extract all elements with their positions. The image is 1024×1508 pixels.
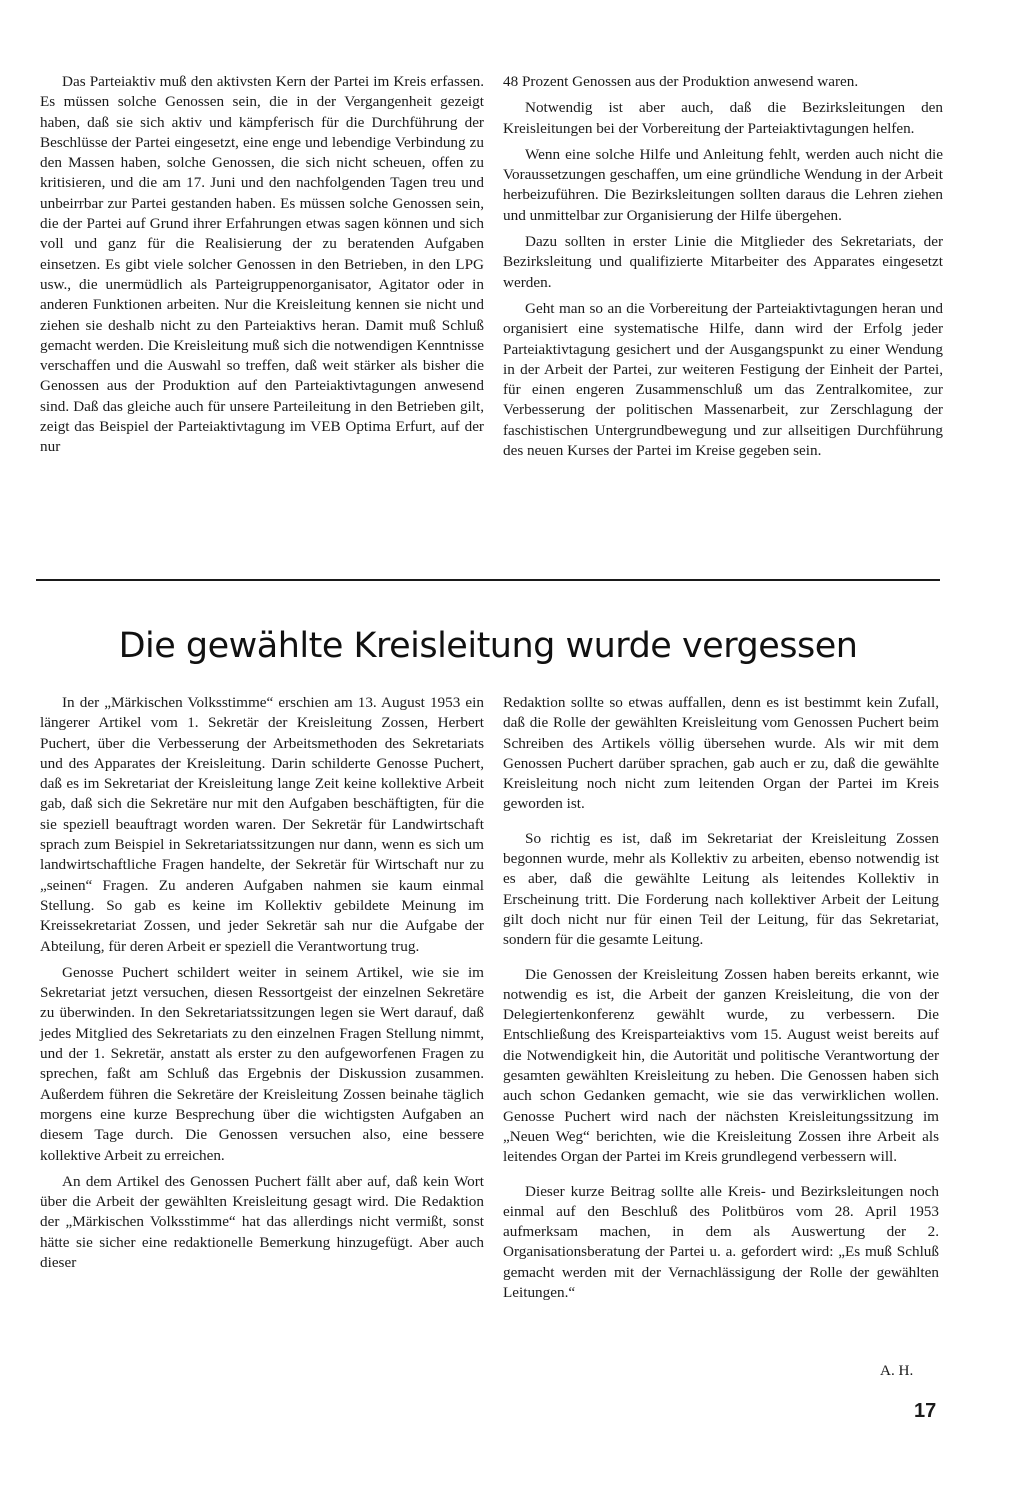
- author-signature: A. H.: [880, 1362, 914, 1379]
- paragraph: Das Parteiaktiv muß den aktivsten Kern der Partei im Kreis erfassen. Es müssen solche Genossen sein, die in der Vergangenheit gezeigt haben, daß sie sich aktiv und kämpferisch für die Durchführung der Beschlüsse der Partei eingesetzt, eine enge und lebendige Verbindung zu den Massen haben, solche Genossen, die sich nicht scheuen, offen zu kritisieren, und die am 17. Juni und den nachfolgenden Tagen treu und unbeirrbar zur Partei gestanden haben. Es müssen solche Genossen sein, die der Partei auf Grund ihrer Erfahrungen etwas sagen können und sich voll und ganz für die Realisierung der zu beratenden Aufgaben einsetzen. Es gibt viele solcher Genossen in den Betrieben, in den LPG usw., die unermüdlich als Parteigruppenorganisator, Agitator oder in anderen Funktionen arbeiten. Nur die Kreisleitung kennen sie nicht und ziehen sie deshalb nicht zu den Parteiaktivs heran. Damit muß Schluß gemacht werden. Die Kreisleitung muß sich die notwendigen Kenntnisse verschaffen und die Auswahl so treffen, daß weit stärker als bisher die Genossen aus der Produktion auf den Parteiaktivtagungen anwesend sind. Daß das gleiche auch für unsere Parteileitung in den Betrieben gilt, zeigt das Beispiel der Parteiaktivtagung im VEB Optima Erfurt, auf der nur: [40, 73, 484, 456]
- top-right-column: [503, 72, 943, 467]
- paragraph: So richtig es ist, daß im Sekretariat der Kreisleitung Zossen begonnen wurde, mehr als Kollektiv zu arbeiten, ebenso notwendig ist es aber, daß die gewählte Leitung als leitendes Kollektiv in Erscheinung tritt. Die Forderung nach kollektiver Arbeit der Leitung gilt doch nicht nur für einen Teil der Leitung, für das Sekretariat, sondern für die gesamte Leitung.: [503, 829, 939, 949]
- page-number: 17: [914, 1400, 937, 1422]
- paragraph: Geht man so an die Vorbereitung der Parteiaktivtagungen heran und organisiert eine systematische Hilfe, dann wird der Erfolg jeder Parteiaktivtagung gesichert und der Ausgangspunkt zu einer Wendung in der Arbeit der Partei, zur weiteren Festigung der Einheit der Partei, für einen engeren Zusammenschluß um das Zentralkomitee, zur Verbesserung der politischen Massenarbeit, zur Zerschlagung der faschistischen Untergrundbewegung und zur allseitigen Durchführung des neuen Kurses der Partei im Kreise gegeben sein.: [503, 299, 943, 460]
- section-divider: [36, 579, 940, 581]
- article-left-column: [40, 693, 484, 1279]
- paragraph: Die Genossen der Kreisleitung Zossen haben bereits erkannt, wie notwendig es ist, die Arbeit der ganzen Kreisleitung, die von der Delegiertenkonferenz gewählt wurde, zu verbessern. Die Entschließung des Kreisparteiaktivs vom 15. August weist bereits auf die Notwendigkeit hin, die Autorität und politische Verantwortung der gesamten gewählten Kreisleitung zu heben. Die Genossen haben sich auch schon Gedanken gemacht, wie sie das verwirklichen wollen. Genosse Puchert wird nach der nächsten Kreisleitungssitzung im „Neuen Weg“ berichten, wie die Kreisleitung Zossen ihre Arbeit als leitendes Organ der Partei im Kreis grundlegend verbessern will.: [503, 965, 939, 1166]
- paragraph: An dem Artikel des Genossen Puchert fällt aber auf, daß kein Wort über die Arbeit der gewählten Kreisleitung gesagt wird. Die Redaktion der „Märkischen Volksstimme“ hat das allerdings nicht vermißt, sonst hätte sie sicher eine redaktionelle Bemerkung hinzugefügt. Aber auch dieser: [40, 1172, 484, 1272]
- paragraph-continuation: Redaktion sollte so etwas auffallen, denn es ist bestimmt kein Zufall, daß die Rolle der gewählten Kreisleitung vom Genossen Puchert beim Schreiben des Artikels völlig übersehen wurde. Als wir mit dem Genossen Puchert darüber sprachen, gab auch er zu, daß die gewählte Kreisleitung noch nicht zum leitenden Organ der Partei im Kreis geworden ist.: [503, 694, 939, 813]
- paragraph: In der „Märkischen Volksstimme“ erschien am 13. August 1953 ein längerer Artikel vom 1. Sekretär der Kreisleitung Zossen, Herbert Puchert, über die Verbesserung der Arbeitsmethoden des Sekretariats und des Apparates der Kreisleitung. Darin schilderte Genosse Puchert, daß es im Sekretariat der Kreisleitung lange Zeit keine kollektive Arbeit gab, daß sich die Sekretäre nur mit den Aufgaben beschäftigten, für die sie speziell beauftragt worden waren. Der Sekretär für Landwirtschaft sprach zum Beispiel in Sekretariatssitzungen nur dann, wenn es sich um landwirtschaftliche Fragen handelte, der Sekretär für Wirtschaft nur zu „seinen“ Fragen. Zu anderen Aufgaben nahmen sie kaum einmal Stellung. So gab es keine im Kollektiv gebildete Meinung im Kreissekretariat Zossen, und jeder Sekretär sah nur die Aufgabe der Abteilung, für deren Arbeit er speziell die Verantwortung trug.: [40, 694, 484, 955]
- paragraph: Dieser kurze Beitrag sollte alle Kreis- und Bezirksleitungen noch einmal auf den Beschluß des Politbüros vom 28. April 1953 aufmerksam machen, in dem als Auswertung der 2. Organisationsberatung der Partei u. a. gefordert wird: „Es muß Schluß gemacht werden mit der Vernachlässigung der Rolle der gewählten Leitungen.“: [503, 1182, 939, 1302]
- article-headline: Die gewählte Kreisleitung wurde vergessen: [118, 626, 858, 666]
- paragraph-continuation: 48 Prozent Genossen aus der Produktion anwesend waren.: [503, 73, 859, 90]
- article-right-column: [503, 693, 939, 1309]
- paragraph: Genosse Puchert schildert weiter in seinem Artikel, wie sie im Sekretariat jetzt versuchen, diesen Ressortgeist der einzelnen Sekretäre zu überwinden. In den Sekretariatssitzungen legen sie Wert darauf, daß jedes Mitglied des Sekretariats zu den einzelnen Fragen Stellung nimmt, und der 1. Sekretär, anstatt als erster zu den aufgeworfenen Fragen zu sprechen, faßt am Schluß das Ergebnis der Diskussion zusammen. Außerdem führen die Sekretäre der Kreisleitung Zossen beinahe täglich morgens eine kurze Besprechung über die wichtigsten Aufgaben an diesem Tage durch. Die Genossen versuchen also, eine bessere kollektive Arbeit zu erreichen.: [40, 963, 484, 1164]
- paragraph: Notwendig ist aber auch, daß die Bezirksleitungen den Kreisleitungen bei der Vorbereitung der Parteiaktivtagungen helfen.: [503, 99, 943, 137]
- top-left-column: [40, 72, 484, 464]
- paragraph: Dazu sollten in erster Linie die Mitglieder des Sekretariats, der Bezirksleitung und qualifizierte Mitarbeiter des Apparates eingesetzt werden.: [503, 233, 943, 291]
- paragraph: Wenn eine solche Hilfe und Anleitung fehlt, werden auch nicht die Voraussetzungen geschaffen, um eine gründliche Wendung in der Arbeit herbeizuführen. Die Bezirksleitungen sollten daraus die Lehren ziehen und unmittelbar zur Organisierung der Hilfe übergehen.: [503, 145, 943, 224]
